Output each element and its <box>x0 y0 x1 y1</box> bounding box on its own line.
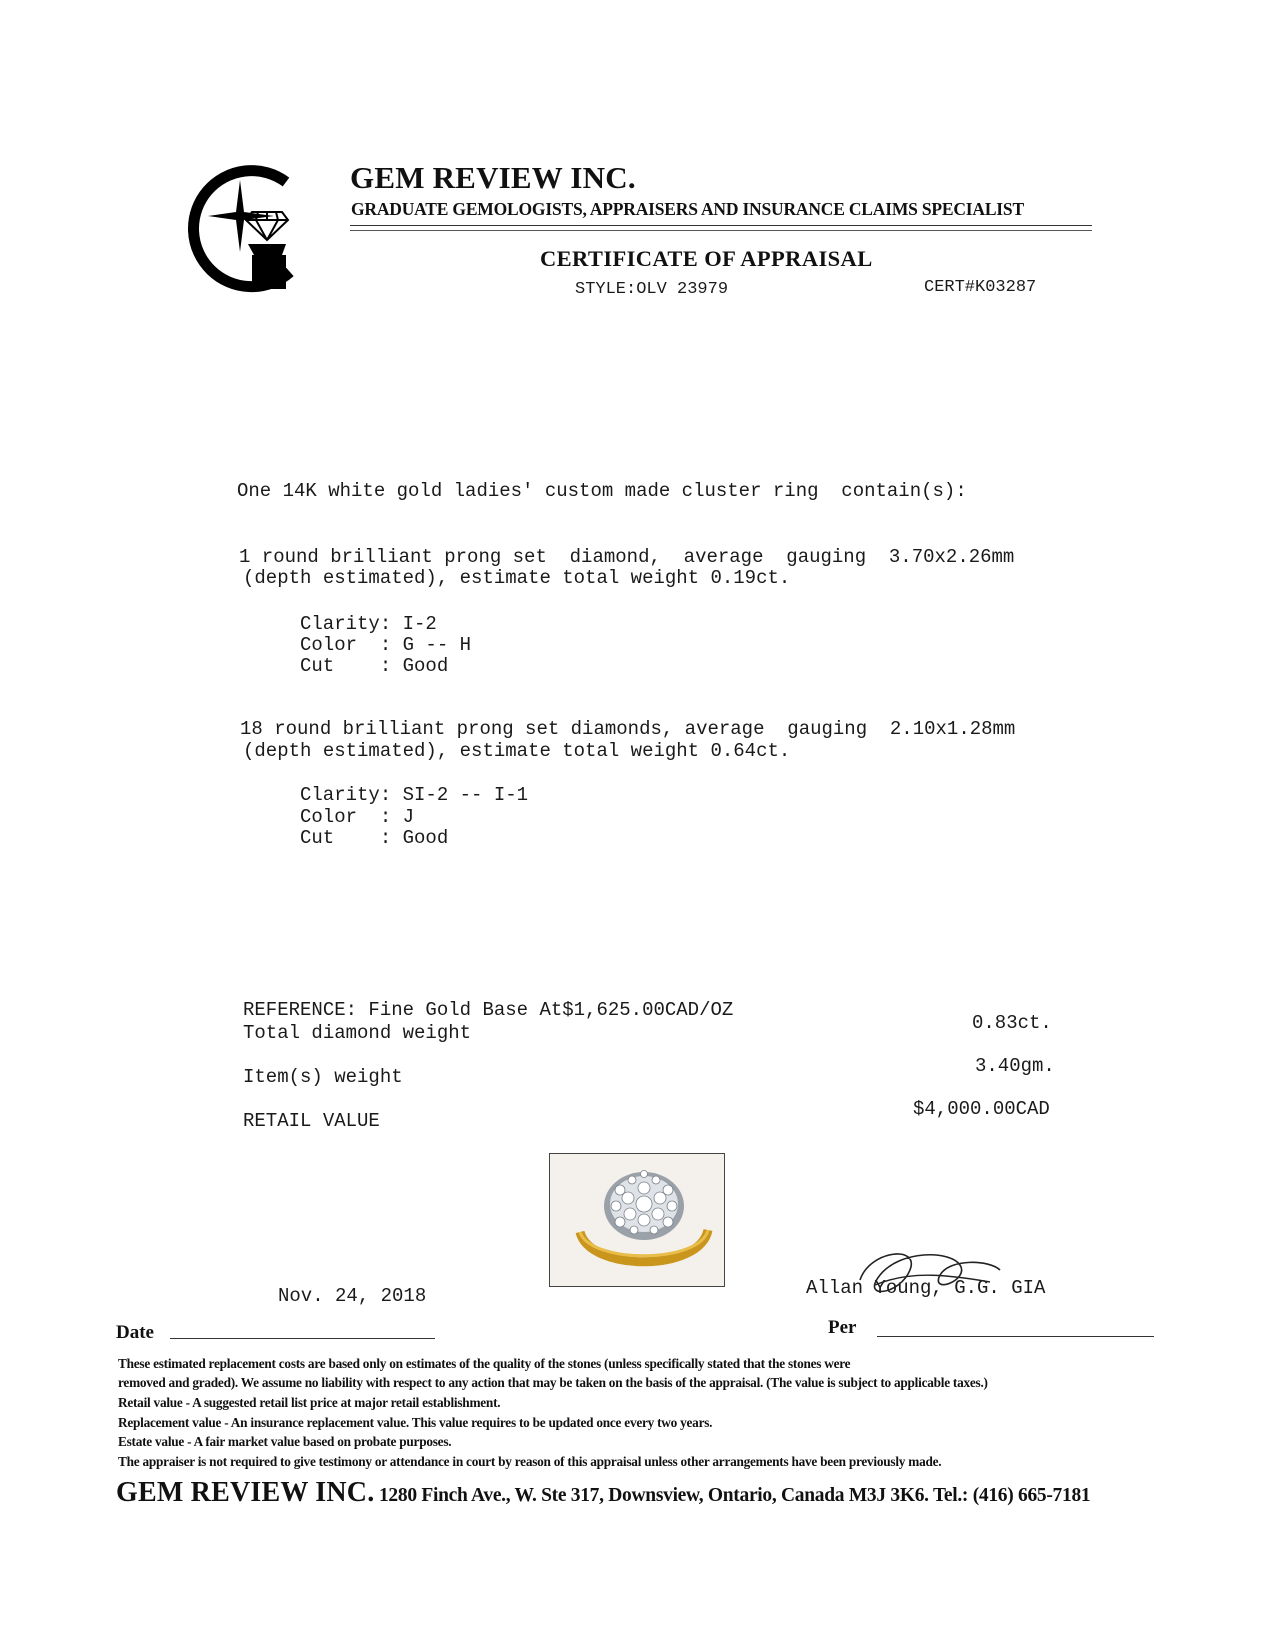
stone1-color: Color : G -- H <box>300 634 472 656</box>
per-label: Per <box>828 1317 857 1338</box>
signature-icon <box>840 1240 1020 1310</box>
stone2-cut: Cut : Good <box>300 827 449 849</box>
retail-value-label: RETAIL VALUE <box>243 1110 380 1132</box>
date-label: Date <box>116 1322 154 1343</box>
header-rule <box>350 225 1092 226</box>
stone1-weight: (depth estimated), estimate total weight 0.19ct. <box>243 567 791 589</box>
total-diamond-weight-value: 0.83ct. <box>972 1012 1052 1034</box>
item-weight-value: 3.40gm. <box>975 1055 1055 1077</box>
retail-value: $4,000.00CAD <box>913 1098 1050 1120</box>
retail-value-definition: Retail value - A suggested retail list price at major retail establishment. <box>118 1395 501 1410</box>
stone2-clarity: Clarity: SI-2 -- I-1 <box>300 784 529 806</box>
stone2-description: 18 round brilliant prong set diamonds, average gauging 2.10x1.28mm <box>240 718 1016 740</box>
disclaimer-line: removed and graded). We assume no liability with respect to any action that may be taken on the basis of the appraisal. (The value is subject to applicable taxes.) <box>118 1375 988 1390</box>
certificate-title: CERTIFICATE OF APPRAISAL <box>540 246 873 271</box>
appraiser-name: Allan Young, G.G. GIA <box>806 1277 1046 1299</box>
cert-number: CERT#K03287 <box>924 278 1037 297</box>
date-line <box>170 1338 435 1339</box>
stone2-weight: (depth estimated), estimate total weight 0.64ct. <box>243 740 791 762</box>
company-name: GEM REVIEW INC. <box>350 160 636 195</box>
gem-review-logo-icon <box>178 160 298 295</box>
style-number: STYLE:OLV 23979 <box>575 280 729 299</box>
gold-reference: REFERENCE: Fine Gold Base At$1,625.00CAD/OZ <box>243 999 734 1021</box>
stone1-clarity: Clarity: I-2 <box>300 613 437 635</box>
stone2-color: Color : J <box>300 806 415 828</box>
footer-company-name: GEM REVIEW INC. <box>116 1477 375 1508</box>
ring-photo <box>549 1153 725 1287</box>
per-line <box>877 1336 1154 1337</box>
replacement-value-definition: Replacement value - An insurance replacement value. This value requires to be updated once every two years. <box>118 1415 713 1430</box>
stone1-cut: Cut : Good <box>300 655 449 677</box>
testimony-disclaimer: The appraiser is not required to give testimony or attendance in court by reason of this appraisal unless other arrangements have been previously made. <box>118 1454 942 1469</box>
disclaimer-line: These estimated replacement costs are based only on estimates of the quality of the stones (unless specifically stated that the stones were <box>118 1356 851 1371</box>
footer <box>116 1477 1090 1509</box>
header-rule <box>350 230 1092 231</box>
footer-address: 1280 Finch Ave., W. Ste 317, Downsview, Ontario, Canada M3J 3K6. Tel.: (416) 665-7181 <box>374 1485 1091 1506</box>
item-description: One 14K white gold ladies' custom made cluster ring contain(s): <box>237 480 967 502</box>
company-tagline: GRADUATE GEMOLOGISTS, APPRAISERS AND INSURANCE CLAIMS SPECIALIST <box>351 199 1024 219</box>
stone1-description: 1 round brilliant prong set diamond, average gauging 3.70x2.26mm <box>239 546 1015 568</box>
appraisal-date: Nov. 24, 2018 <box>278 1285 427 1307</box>
item-weight-label: Item(s) weight <box>243 1066 403 1088</box>
estate-value-definition: Estate value - A fair market value based on probate purposes. <box>118 1434 452 1449</box>
total-diamond-weight-label: Total diamond weight <box>243 1022 472 1044</box>
